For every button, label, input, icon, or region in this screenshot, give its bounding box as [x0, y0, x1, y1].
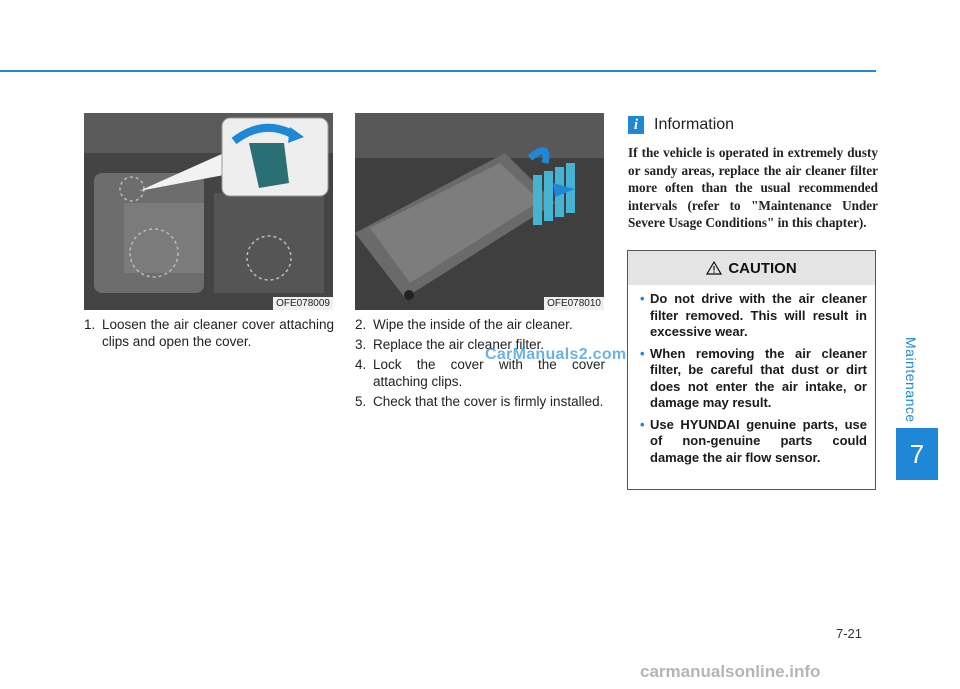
bullet-icon: • — [640, 416, 645, 432]
engine-bay-illustration-1 — [84, 113, 333, 310]
page-number: 7-21 — [836, 626, 863, 641]
step-text: Wipe the inside of the air cleaner. — [373, 317, 573, 332]
caution-item — [640, 291, 867, 341]
chapter-number: 7 — [896, 428, 938, 480]
figure-code: OFE078010 — [544, 297, 604, 310]
bullet-icon: • — [640, 291, 645, 306]
steps-left — [84, 316, 334, 353]
step-text: Replace the air cleaner filter. — [373, 337, 545, 352]
information-body: If the vehicle is operated in extremely dusty or sandy areas, replace the air cleaner filter more often than the usual recommended intervals (refer to "Maintenance Under Severe Usage Conditions" in this chapter). — [628, 145, 878, 231]
warning-triangle-icon — [706, 261, 722, 275]
caution-text: Do not drive with the air cleaner filter removed. This will result in excessive wear. — [650, 291, 867, 339]
bullet-icon: • — [640, 345, 645, 361]
caution-header — [628, 251, 875, 285]
figure-code: OFE078009 — [273, 297, 333, 310]
caution-box — [627, 250, 876, 490]
top-rule — [0, 70, 876, 72]
step-number: 2. — [355, 317, 367, 332]
information-title: Information — [654, 116, 735, 133]
caution-text: Use HYUNDAI genuine parts, use of non-genuine parts could damage the air flow sensor. — [650, 416, 867, 465]
watermark-link[interactable]: CarManuals2.com — [485, 346, 627, 363]
caution-text: When removing the air cleaner filter, be careful that dust or dirt does not enter the air intake, or damage may result. — [650, 345, 867, 410]
step-number: 4. — [355, 357, 367, 372]
caution-item — [640, 417, 867, 467]
step-text: Check that the cover is firmly installed. — [373, 394, 604, 409]
step-number: 5. — [355, 394, 367, 409]
step-item — [84, 316, 334, 350]
caution-item — [640, 346, 867, 412]
steps-right — [355, 316, 605, 413]
caution-list — [628, 285, 875, 466]
step-number: 1. — [84, 317, 96, 332]
step-text: Loosen the air cleaner cover attaching clips and open the cover. — [102, 317, 334, 349]
step-number: 3. — [355, 337, 367, 352]
section-label: Maintenance — [903, 337, 919, 423]
step-item — [355, 393, 605, 410]
engine-bay-illustration-2 — [355, 113, 604, 310]
step-text: Lock the cover with the cover attaching clips. — [373, 357, 605, 389]
figure-replace-filter — [355, 113, 604, 310]
caution-title: CAUTION — [728, 259, 797, 277]
info-icon: i — [628, 116, 644, 134]
step-item — [355, 316, 605, 333]
footer-watermark-link[interactable]: carmanualsonline.info — [640, 662, 821, 681]
information-header — [628, 116, 734, 134]
figure-loosen-clips — [84, 113, 333, 310]
